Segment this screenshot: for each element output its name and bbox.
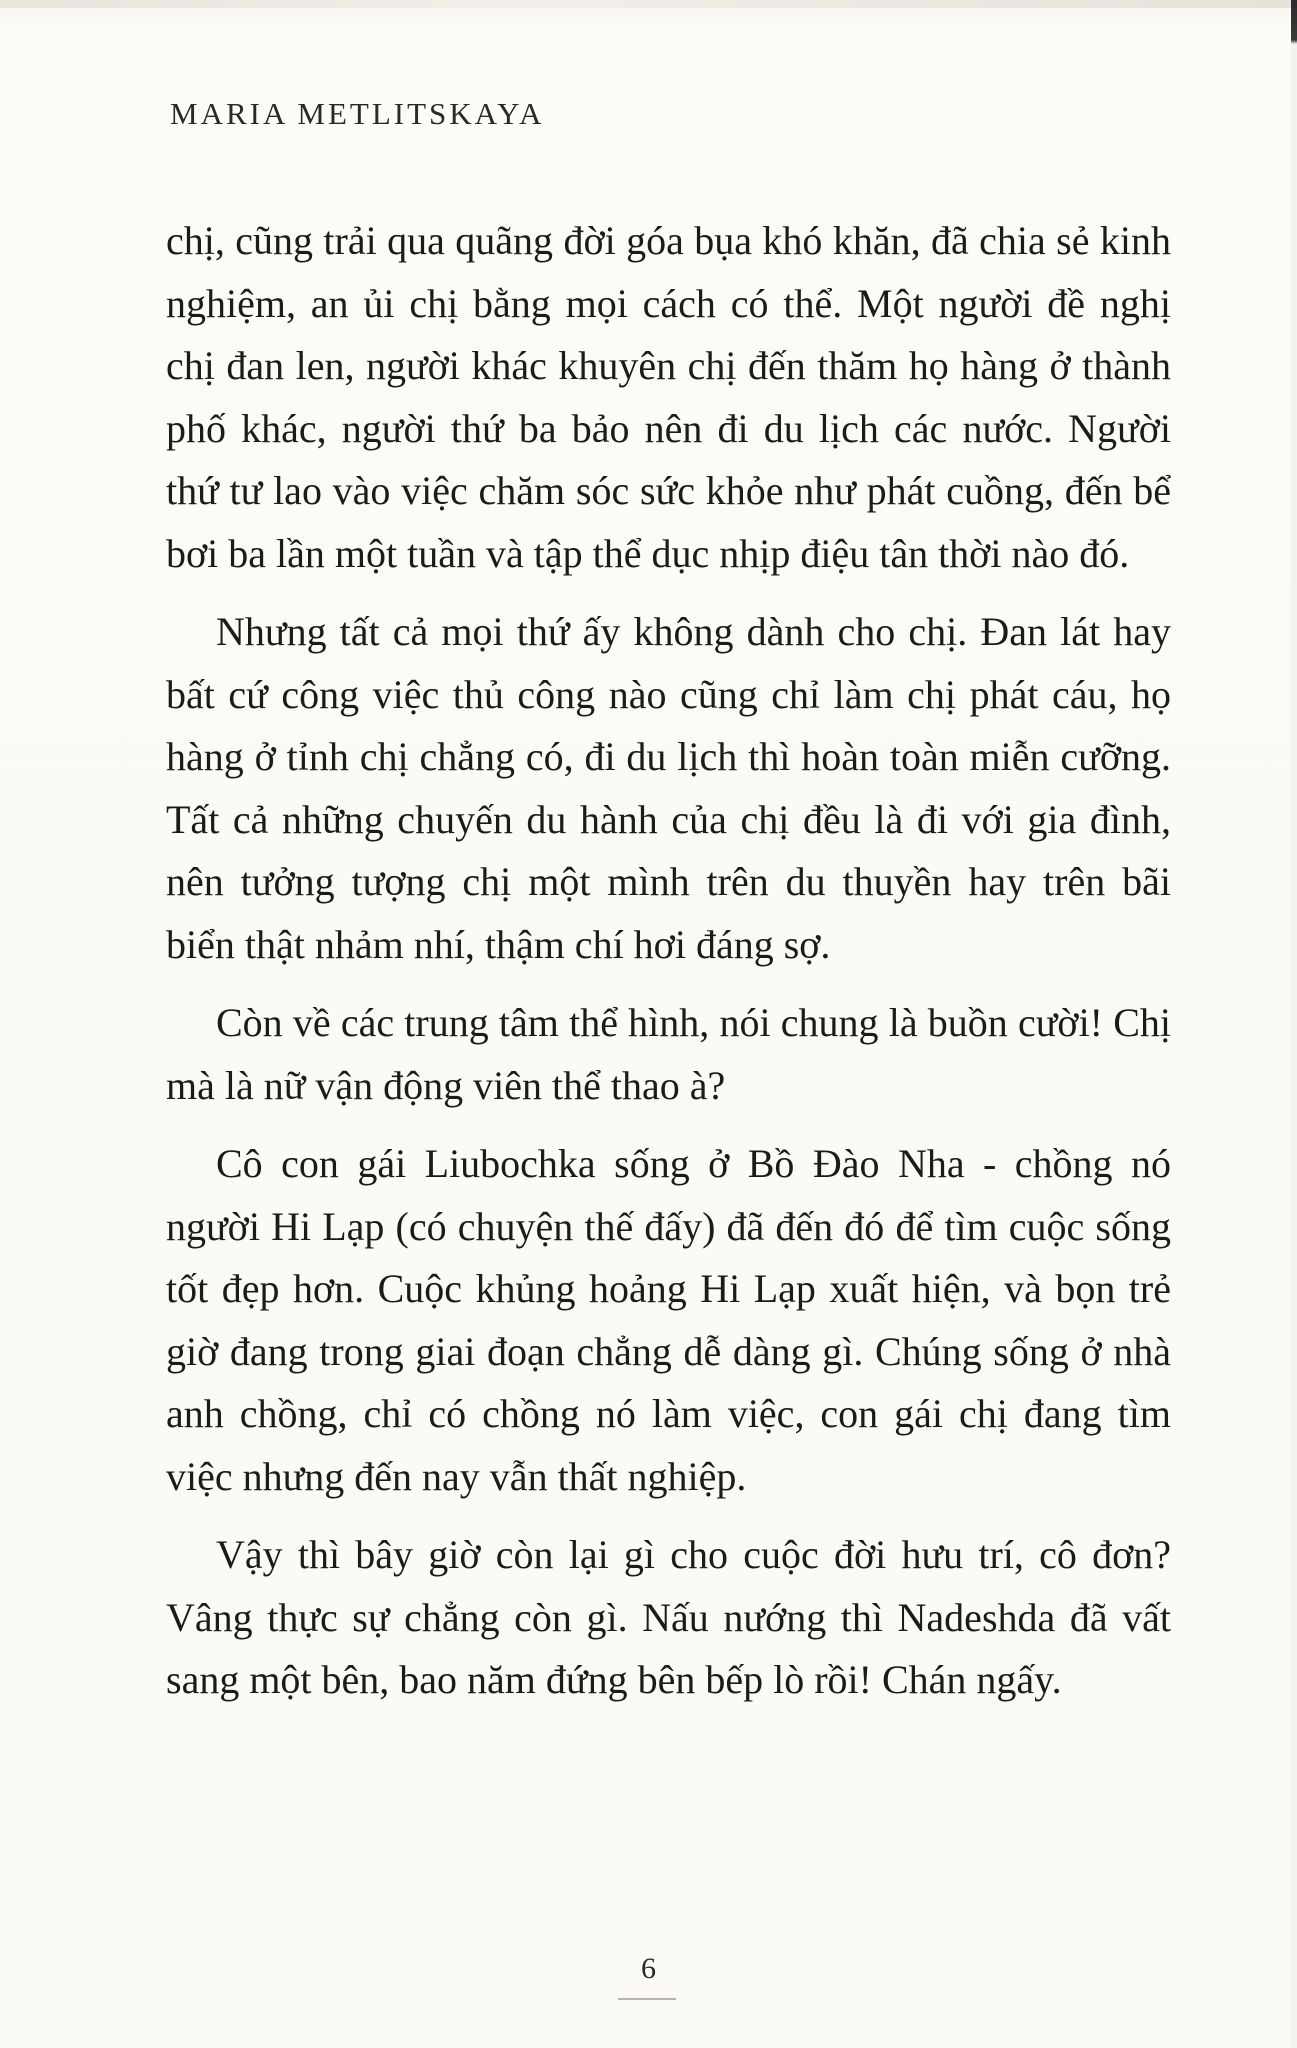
page-number: 6 — [641, 1952, 656, 1985]
scan-edge-right — [1291, 0, 1297, 2048]
body-text — [166, 210, 1171, 1712]
paragraph-2: Nhưng tất cả mọi thứ ấy không dành cho chị. Đan lát hay bất cứ công việc thủ công nào cũng chỉ làm chị phát cáu, họ hàng ở tỉnh chị chẳng có, đi du lịch thì hoàn toàn miễn cưỡng. Tất cả những chuyến du hành của chị đều là đi với gia đình, nên tưởng tượng chị một mình trên du thuyền hay trên bãi biển thật nhảm nhí, thậm chí hơi đáng sợ. — [166, 609, 1171, 967]
scan-edge-top — [0, 0, 1297, 8]
paragraph-1: chị, cũng trải qua quãng đời góa bụa khó khăn, đã chia sẻ kinh nghiệm, an ủi chị bằng mọi cách có thể. Một người đề nghị chị đan len, người khác khuyên chị đến thăm họ hàng ở thành phố khác, người thứ ba bảo nên đi du lịch các nước. Người thứ tư lao vào việc chăm sóc sức khỏe như phát cuồng, đến bể bơi ba lần một tuần và tập thể dục nhịp điệu tân thời nào đó. — [166, 218, 1171, 576]
paragraph-5: Vậy thì bây giờ còn lại gì cho cuộc đời hưu trí, cô đơn? Vâng thực sự chẳng còn gì. Nấu nướng thì Nadeshda đã vất sang một bên, bao năm đứng bên bếp lò rồi! Chán ngấy. — [166, 1532, 1171, 1702]
paragraph-4: Cô con gái Liubochka sống ở Bồ Đào Nha - chồng nó người Hi Lạp (có chuyện thế đấy) đã đến đó để tìm cuộc sống tốt đẹp hơn. Cuộc khủng hoảng Hi Lạp xuất hiện, và bọn trẻ giờ đang trong giai đoạn chẳng dễ dàng gì. Chúng sống ở nhà anh chồng, chỉ có chồng nó làm việc, con gái chị đang tìm việc nhưng đến nay vẫn thất nghiệp. — [166, 1141, 1171, 1499]
page-number-rule — [618, 1998, 676, 2000]
running-head-author: MARIA METLITSKAYA — [170, 96, 545, 131]
paragraph-3: Còn về các trung tâm thể hình, nói chung là buồn cười! Chị mà là nữ vận động viên thể thao à? — [166, 1000, 1171, 1108]
